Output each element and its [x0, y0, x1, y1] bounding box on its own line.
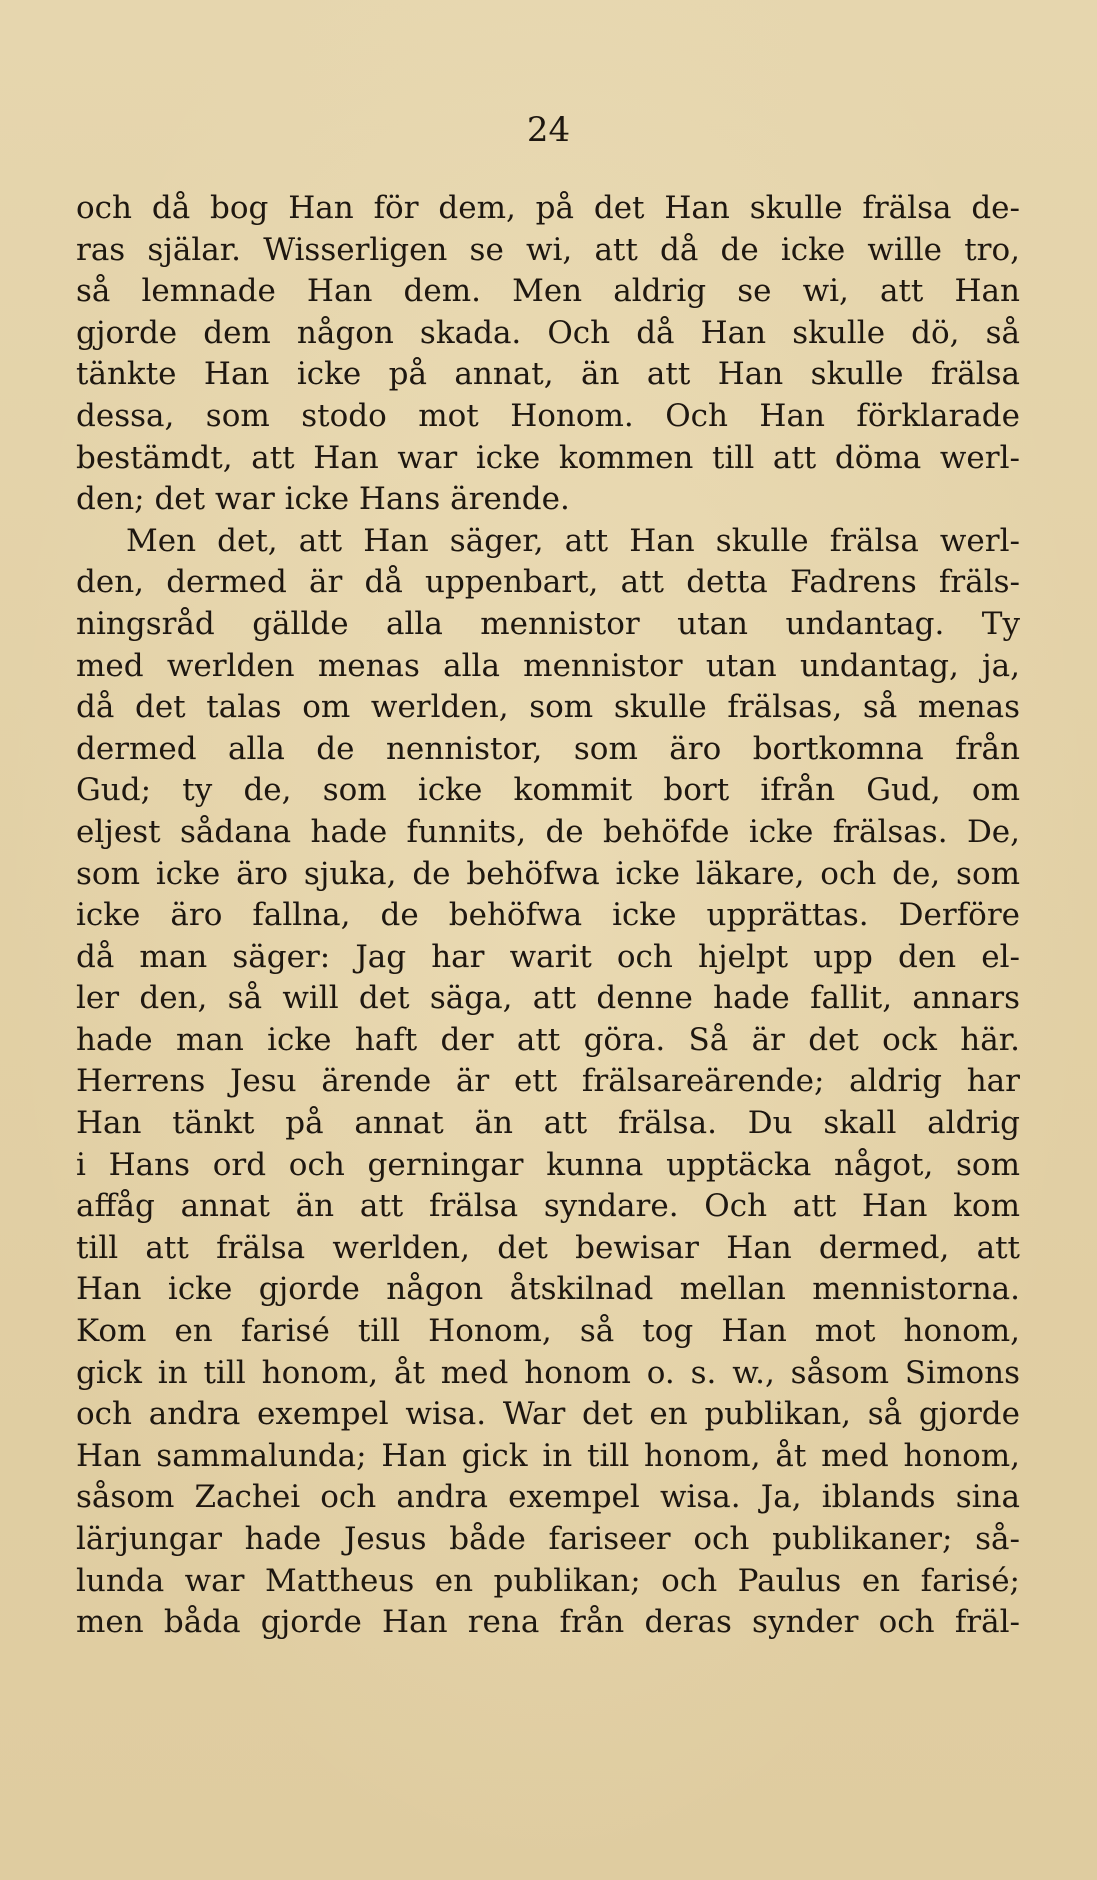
- text-line: Gud; ty de, som icke kommit bort ifrån Gud, om: [76, 772, 1020, 809]
- page-number: 24: [526, 110, 571, 150]
- text-line: till att frälsa werlden, det bewisar Han dermed, att: [76, 1229, 1020, 1266]
- text-line: affåg annat än att frälsa syndare. Och att Han kom: [76, 1188, 1020, 1225]
- text-line: Han icke gjorde någon åtskilnad mellan mennistorna.: [76, 1271, 1020, 1308]
- text-line: gjorde dem någon skada. Och då Han skulle dö, så: [76, 314, 1020, 351]
- body-text: [76, 188, 1020, 1644]
- text-line: lunda war Mattheus en publikan; och Paulus en farisé;: [76, 1562, 1020, 1599]
- text-line: dermed alla de nennistor, som äro bortkomna från: [76, 730, 1020, 767]
- text-line: gick in till honom, åt med honom o. s. w., såsom Simons: [76, 1354, 1020, 1391]
- text-line: med werlden menas alla mennistor utan undantag, ja,: [76, 647, 1020, 684]
- text-line: och då bog Han för dem, på det Han skulle frälsa de-: [76, 190, 1020, 226]
- text-line: Han tänkt på annat än att frälsa. Du skall aldrig: [76, 1105, 1020, 1142]
- text-line: i Hans ord och gerningar kunna upptäcka något, som: [76, 1146, 1020, 1183]
- text-line: ler den, så will det säga, att denne hade fallit, annars: [76, 980, 1020, 1017]
- text-line: hade man icke haft der att göra. Så är det ock här.: [76, 1021, 1020, 1058]
- text-line: så lemnade Han dem. Men aldrig se wi, att Han: [76, 273, 1020, 310]
- text-line: ras själar. Wisserligen se wi, att då de icke wille tro,: [76, 231, 1020, 268]
- text-line: icke äro fallna, de behöfwa icke upprättas. Derföre: [76, 897, 1020, 934]
- paragraph-start-line: Men det, att Han säger, att Han skulle frälsa werl-: [126, 522, 1020, 559]
- text-line: Herrens Jesu ärende är ett frälsareärende; aldrig har: [76, 1063, 1020, 1100]
- text-line: bestämdt, att Han war icke kommen till att döma werl-: [76, 439, 1020, 476]
- text-line: Kom en farisé till Honom, så tog Han mot honom,: [76, 1313, 1020, 1350]
- text-line: och andra exempel wisa. War det en publikan, så gjorde: [76, 1396, 1020, 1433]
- text-line: Han sammalunda; Han gick in till honom, åt med honom,: [76, 1437, 1020, 1474]
- text-line: då det talas om werlden, som skulle frälsas, så menas: [76, 689, 1020, 726]
- text-line: tänkte Han icke på annat, än att Han skulle frälsa: [76, 356, 1020, 393]
- text-line: ningsråd gällde alla mennistor utan undantag. Ty: [76, 605, 1020, 642]
- text-line: som icke äro sjuka, de behöfwa icke läkare, och de, som: [76, 855, 1020, 892]
- text-line: såsom Zachei och andra exempel wisa. Ja, iblands sina: [76, 1479, 1020, 1516]
- text-line: då man säger: Jag har warit och hjelpt upp den el-: [76, 938, 1020, 975]
- text-line: den, dermed är då uppenbart, att detta Fadrens fräls-: [76, 564, 1020, 601]
- text-line: eljest sådana hade funnits, de behöfde icke frälsas. De,: [76, 813, 1020, 850]
- text-line: den; det war icke Hans ärende.: [76, 481, 570, 518]
- text-line: dessa, som stodo mot Honom. Och Han förklarade: [76, 397, 1020, 434]
- text-line: men båda gjorde Han rena från deras synder och fräl-: [76, 1604, 1020, 1641]
- text-line: lärjungar hade Jesus både fariseer och publikaner; så-: [76, 1521, 1020, 1557]
